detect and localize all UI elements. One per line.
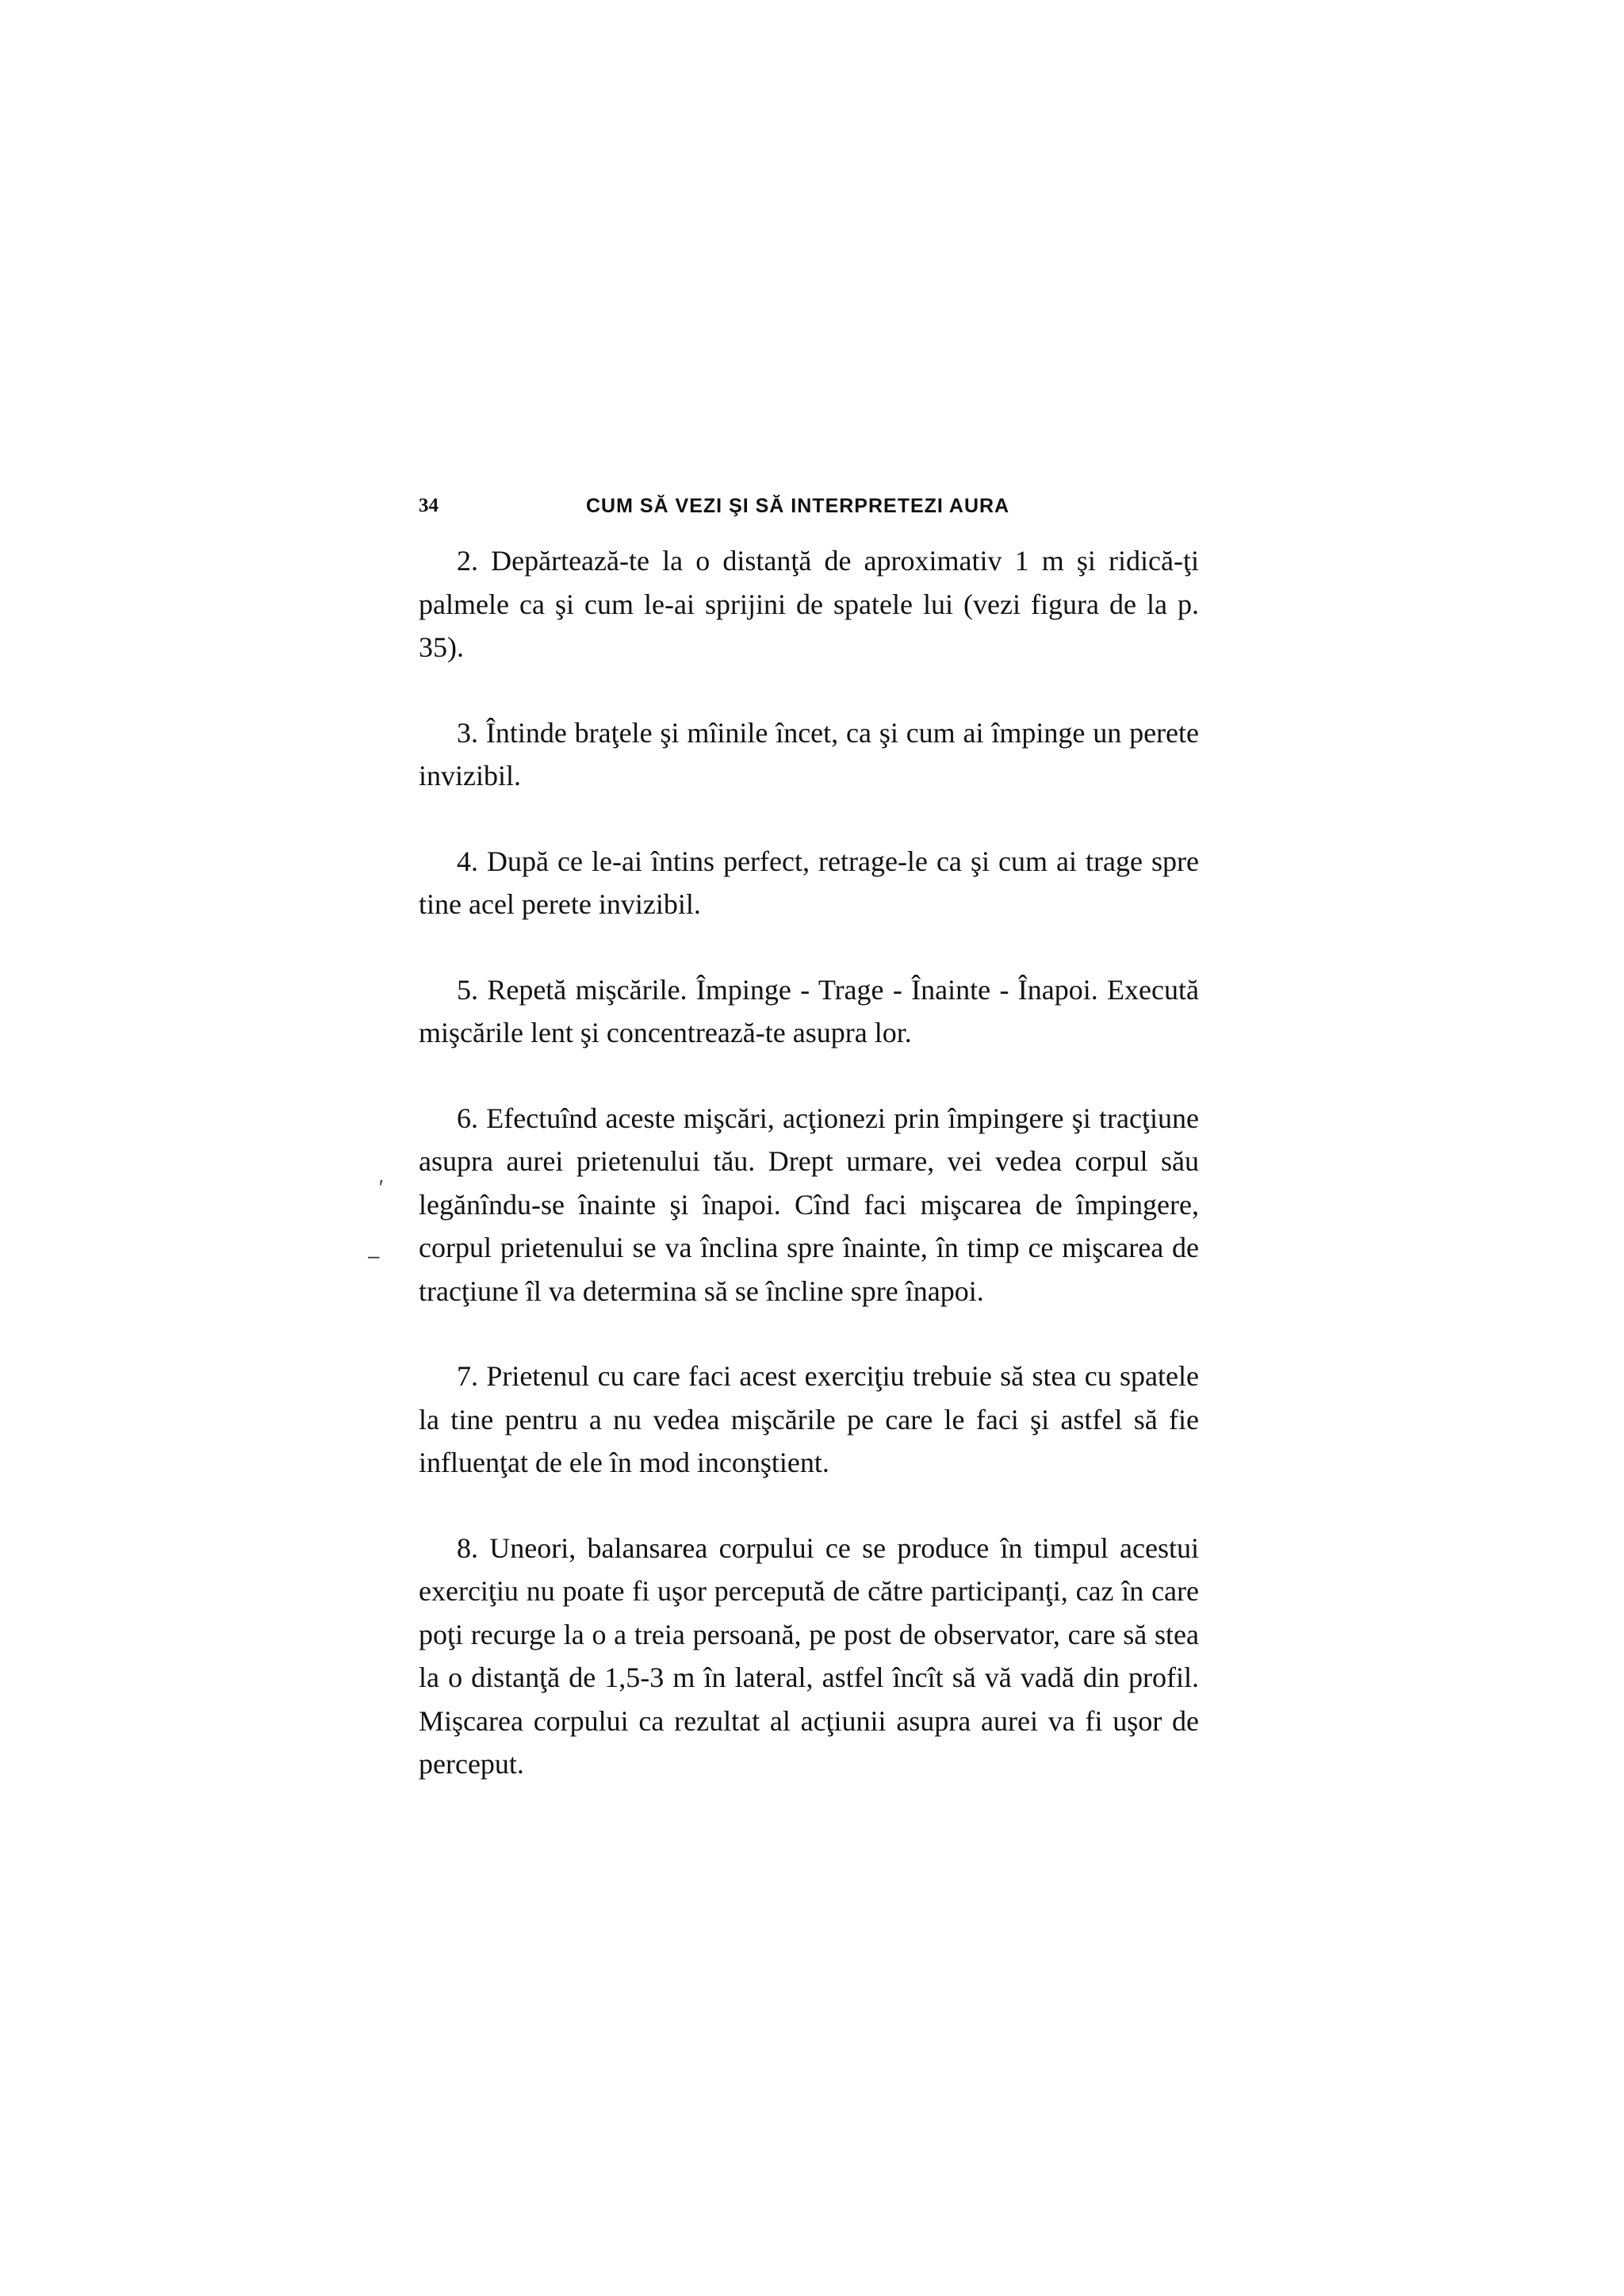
paragraph-step-7: 7. Prietenul cu care faci acest exerciţiu trebuie să stea cu spatele la tine pentru a nu vedea mişcările pe care le faci şi astfel să fie influenţat de ele în mod inconştient. [419,1360,1199,1478]
scan-speck: ′ [379,1175,383,1199]
scan-speck: – [368,1244,380,1267]
paragraph-step-5: 5. Repetă mişcările. Împinge - Trage - Înainte - Înapoi. Execută mişcările lent şi concentrează-te asupra lor. [419,973,1199,1048]
paragraph-step-2: 2. Depărtează-te la o distanţă de aproximativ 1 m şi ridică-ţi palmele ca şi cum le-ai sprijini de spatele lui (vezi figura de la p. 35). [419,545,1199,663]
body-text [419,539,1199,1828]
page-number: 34 [419,495,439,516]
paragraph-step-3: 3. Întinde braţele şi mîinile încet, ca şi cum ai împinge un perete invizibil. [419,716,1199,792]
paragraph-step-4: 4. După ce le-ai întins perfect, retrage-le ca şi cum ai trage spre tine acel perete invizibil. [419,845,1199,920]
paragraph-step-6: 6. Efectuînd aceste mişcări, acţionezi prin împingere şi tracţiune asupra aurei prietenului tău. Drept urmare, vei vedea corpul său legănîndu-se înainte şi înapoi. Cînd faci mişcarea de împingere, corpul prietenului se va înclina spre înainte, în timp ce mişcarea de tracţiune îl va determina să se încline spre înapoi. [419,1102,1199,1307]
paragraph-step-8: 8. Uneori, balansarea corpului ce se produce în timpul acestui exerciţiu nu poate fi uşor percepută de către participanţi, caz în care poţi recurge la o a treia persoană, pe post de observator, care să stea la o distanţă de 1,5-3 m în lateral, astfel încît să vă vadă din profil. Mişcarea corpului ca rezultat al acţiunii asupra aurei va fi uşor de perceput. [419,1531,1199,1780]
running-head [419,490,1199,522]
running-title: CUM SĂ VEZI ŞI SĂ INTERPRETEZI AURA [586,495,1010,517]
